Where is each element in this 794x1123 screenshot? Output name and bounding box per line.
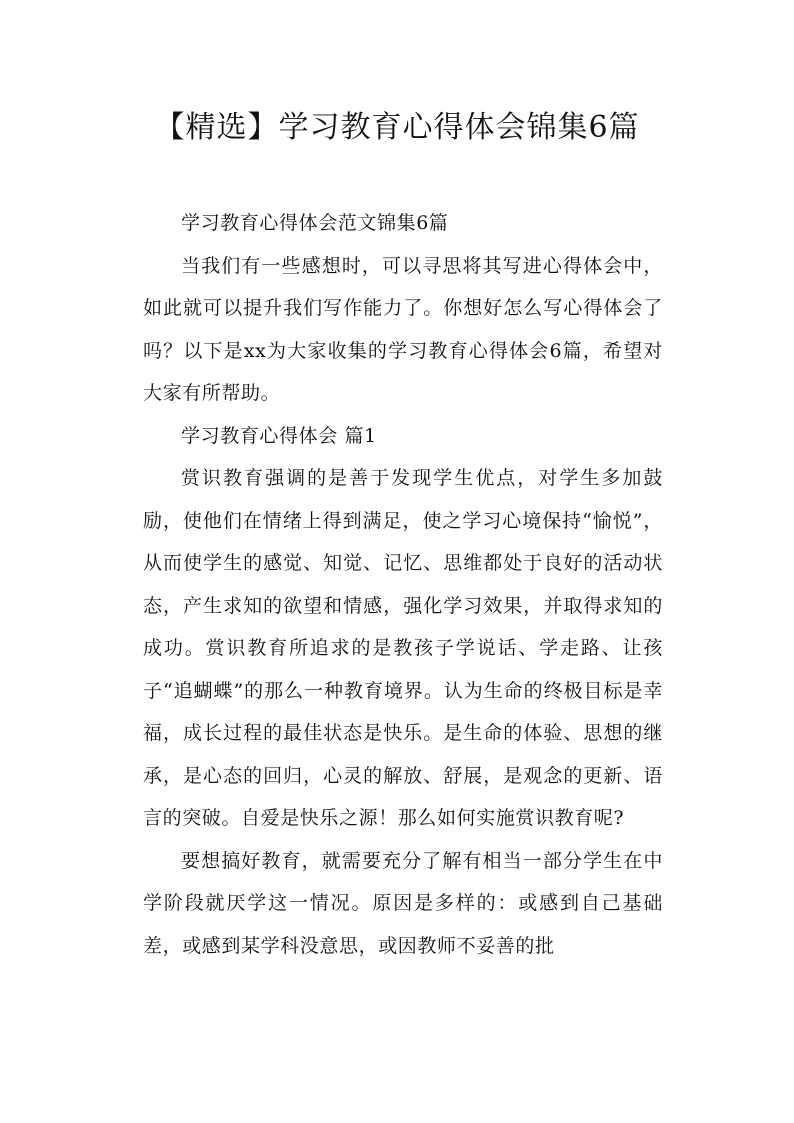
document-body: [143, 202, 663, 967]
section-heading: 学习教育心得体会 篇1: [181, 424, 377, 447]
body-paragraph: 赏识教育强调的是善于发现学生优点，对学生多加鼓励，使他们在情绪上得到满足，使之学习心境保持“愉悦”，从而使学生的感觉、知觉、记忆、思维都处于良好的活动状态，产生求知的欲望和情感，强化学习效果，并取得求知的成功。赏识教育所追求的是教孩子学说话、学走路、让孩子“追蝴蝶”的那么一种教育境界。认为生命的终极目标是幸福，成长过程的最佳状态是快乐。是生命的体验、思想的继承，是心态的回归，心灵的解放、舒展，是观念的更新、语言的突破。自爱是快乐之源！那么如何实施赏识教育呢?: [143, 467, 663, 829]
subtitle-paragraph: 学习教育心得体会范文锦集6篇: [181, 212, 449, 234]
intro-paragraph: 当我们有一些感想时，可以寻思将其写进心得体会中，如此就可以提升我们写作能力了。你想好怎么写心得体会了吗？以下是xx为大家收集的学习教育心得体会6篇，希望对大家有所帮助。: [143, 254, 663, 404]
document-title: 【精选】学习教育心得体会锦集6篇: [154, 110, 640, 145]
body-paragraph: 要想搞好教育，就需要充分了解有相当一部分学生在中学阶段就厌学这一情况。原因是多样的：或感到自己基础差，或感到某学科没意思，或因教师不妥善的批: [143, 849, 663, 957]
